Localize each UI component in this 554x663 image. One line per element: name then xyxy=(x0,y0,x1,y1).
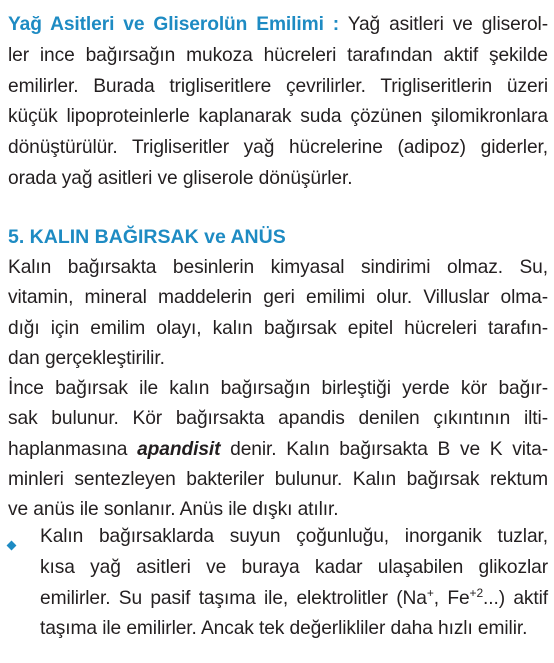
text-span: denir. Kalın bağırsakta B ve K vita- xyxy=(220,438,548,460)
paragraph-line: Kalın bağırsaklarda suyun çoğunluğu, inorganik tuzlar, xyxy=(40,526,548,547)
text-span: haplanmasına xyxy=(8,438,138,460)
paragraph-line: ve anüs ile sonlanır. Anüs ile dışkı atılır. xyxy=(8,499,339,521)
text-span: emilirler. Su pasif taşıma ile, elektrolitler (Na xyxy=(40,587,427,609)
paragraph-line: dönüştürülür. Trigliseritler yağ hücrelerine (adipoz) giderler, xyxy=(8,137,548,159)
paragraph-line: vitamin, mineral maddelerin geri emilimi olur. Villuslar olma- xyxy=(8,287,548,309)
superscript: +2 xyxy=(469,585,484,600)
diamond-bullet-icon xyxy=(7,541,17,551)
emphasized-term: apandisit xyxy=(137,438,221,460)
paragraph-line: sak bulunur. Kör bağırsakta apandis denilen çıkıntının ilti- xyxy=(8,408,548,430)
paragraph-line: küçük lipoproteinlerle kaplanarak suda çözünen şilomikronlara xyxy=(8,106,548,128)
text-span: Yağ asitleri ve gliserol- xyxy=(339,14,548,35)
fatty-acid-absorption-paragraph xyxy=(8,14,548,199)
bullet-note xyxy=(40,526,548,649)
paragraph-line: kısa yağ asitleri ve buraya kadar ulaşabilen glikozlar xyxy=(40,556,548,578)
paragraph-line: orada yağ asitleri ve gliserole dönüşürler. xyxy=(8,167,353,189)
section-subtitle: Yağ Asitleri ve Gliserolün Emilimi : xyxy=(8,14,340,35)
paragraph-line: emilirler. Burada trigliseritlere çevrilirler. Trigliseritlerin üzeri xyxy=(8,75,548,97)
text-span: ...) aktif xyxy=(483,587,549,609)
paragraph-line: İnce bağırsak ile kalın bağırsağın birleştiği yerde kör bağır- xyxy=(8,378,548,400)
paragraph-line: Kalın bağırsakta besinlerin kimyasal sindirimi olmaz. Su, xyxy=(8,257,548,278)
paragraph-line xyxy=(40,585,549,619)
paragraph-line: dan gerçekleştirilir. xyxy=(8,347,165,369)
paragraph-line xyxy=(8,14,548,45)
section-heading: 5. KALIN BAĞIRSAK ve ANÜS xyxy=(8,226,286,248)
paragraph-line: taşıma ile emilirler. Ancak tek değerlikliler daha hızlı emilir. xyxy=(40,618,528,640)
superscript: + xyxy=(426,585,434,600)
paragraph-line: ler ince bağırsağın mukoza hücreleri tarafından aktif şekilde xyxy=(8,44,548,66)
paragraph-line: dığı için emilim olayı, kalın bağırsak epitel hücreleri tarafın- xyxy=(8,317,548,339)
paragraph-line xyxy=(8,439,548,469)
text-span: , Fe xyxy=(433,587,470,609)
large-intestine-paragraph xyxy=(8,257,548,530)
paragraph-line: minleri sentezleyen bakteriler bulunur. Kalın bağırsak rektum xyxy=(8,469,548,491)
